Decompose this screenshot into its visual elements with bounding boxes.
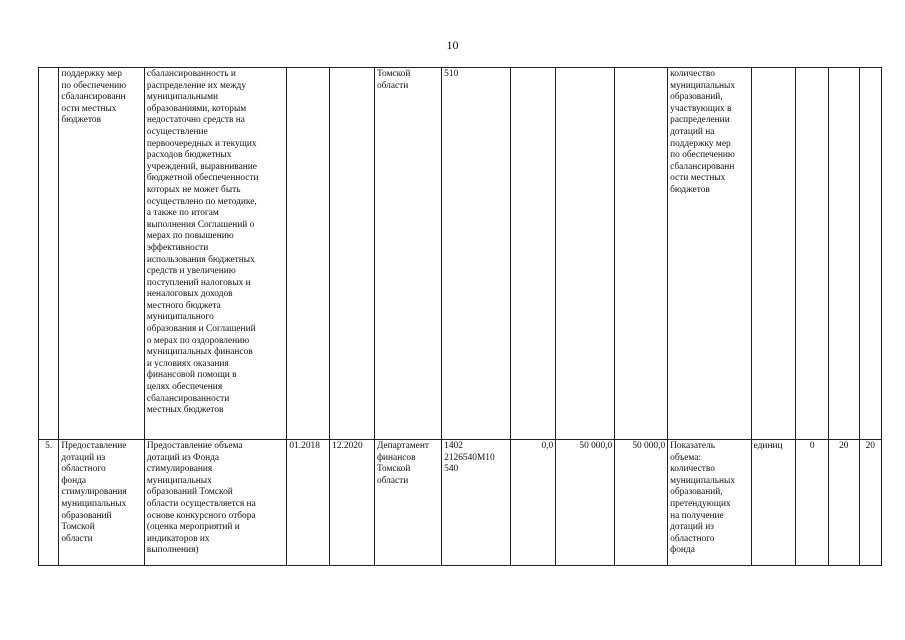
event-description-cell: Предоставление объема дотаций из Фонда стимулирования муниципальных образований Томской области осуществляется на основе конкурсного отбора (оценка мероприятий и индикаторов их выполнения) [144, 440, 287, 566]
event-description-cell: сбалансированность и распределение их между муниципальными образованиями, которым недостаточно средств на осуществление первоочередных и текущих расходов бюджетных учреждений, выравнивание бюджетной обеспеченности которых не может быть осуществлено по методике, а также по итогам выполнения Соглашений о мерах по повышению эффективности использования бюджетных средств и увеличению поступлений налоговых и неналоговых доходов местного бюджета муниципального образования и Соглашений о мерах по оздоровлению муниципальных финансов и условиях оказания финансовой помощи в целях обеспечения сбалансированности местных бюджетов [144, 68, 287, 440]
value-cell: 0 [796, 440, 829, 566]
row-number-cell [39, 68, 59, 440]
event-name-cell: Предоставление дотаций из областного фонда стимулирования муниципальных образований Томской области [59, 440, 145, 566]
indicator-cell: количество муниципальных образований, участвующих в распределении дотаций на поддержку мер по обеспечению сбалансированн ости местных бюджетов [668, 68, 751, 440]
value-cell [859, 68, 881, 440]
amount-cell [615, 68, 668, 440]
executor-cell: Департамент финансов Томской области [374, 440, 441, 566]
amount-cell: 50 000,0 [615, 440, 668, 566]
end-date-cell: 12.2020 [330, 440, 375, 566]
program-table [38, 67, 882, 566]
unit-cell [751, 68, 796, 440]
table-row [39, 440, 882, 566]
row-number-cell: 5. [39, 440, 59, 566]
table-row [39, 68, 882, 440]
indicator-cell: Показатель объема: количество муниципальных образований, претендующих на получение дотаций из областного фонда [668, 440, 751, 566]
event-name-cell: поддержку мер по обеспечению сбалансированн ости местных бюджетов [59, 68, 145, 440]
start-date-cell [287, 68, 330, 440]
executor-cell: Томской области [374, 68, 441, 440]
budget-code-cell: 510 [442, 68, 511, 440]
unit-cell: единиц [751, 440, 796, 566]
value-cell [796, 68, 829, 440]
budget-code-cell: 1402 2126540М10 540 [442, 440, 511, 566]
end-date-cell [330, 68, 375, 440]
amount-cell [511, 68, 556, 440]
amount-cell [556, 68, 615, 440]
start-date-cell: 01.2018 [287, 440, 330, 566]
value-cell [829, 68, 860, 440]
amount-cell: 50 000,0 [556, 440, 615, 566]
page-number: 10 [446, 38, 459, 52]
amount-cell: 0,0 [511, 440, 556, 566]
value-cell: 20 [859, 440, 881, 566]
value-cell: 20 [829, 440, 860, 566]
